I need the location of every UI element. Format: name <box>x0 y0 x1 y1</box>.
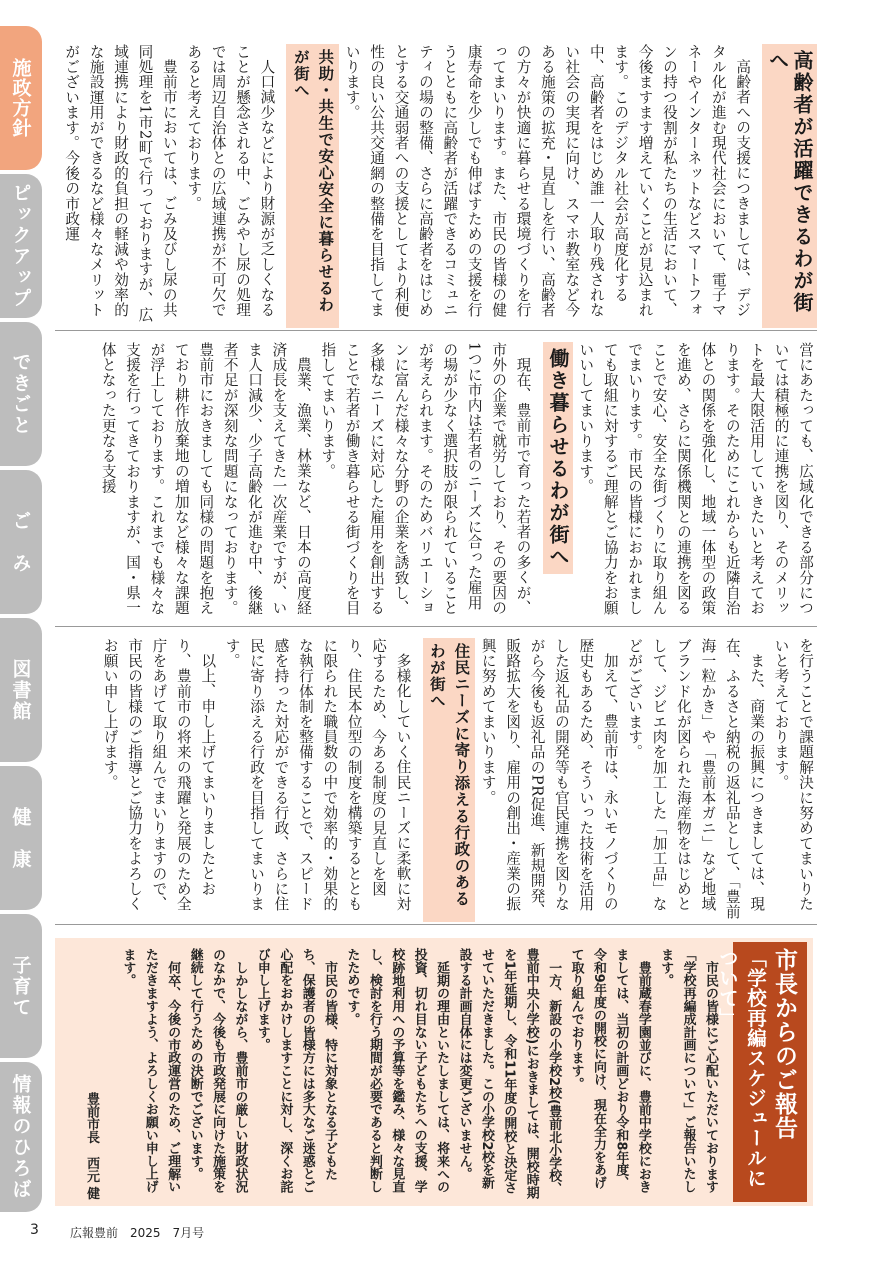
section-2 <box>95 342 817 624</box>
paragraph: を行うことで課題解決に努めてまいりたいと考えております。 <box>772 638 814 912</box>
tab-garbage[interactable] <box>0 470 42 614</box>
tab-label: 子育て <box>9 954 32 1018</box>
signature: 豊前市長 西元 健 <box>84 1092 100 1200</box>
section-3 <box>97 638 817 922</box>
paragraph: 営にあたっても、広域化できる部分については積極的に連携を図り、そのメリットを最大限活用していきたいと考えております。そのためにこれからも近隣自治体との関係を強化し、地域一体型の政策を進め、さらに関係機関との連携を図ることで安心、安全な街づくりに取り組んでまいります。市民の皆様におかれましても取組に対するご理解とご協力をお願いいしてまいります。 <box>577 342 814 616</box>
tab-info-plaza[interactable] <box>0 1062 42 1212</box>
paragraph: 豊前市においては、ごみ及びし尿の共同処理を1市2町で行っておりますが、広域連携により財政的負担の軽減や効率的な施設運用ができるなど様々なメリットがございます。今後の市政運 <box>63 44 178 323</box>
tab-label: 図書館 <box>9 658 32 722</box>
tab-events[interactable] <box>0 322 42 466</box>
paragraph: 市民の皆様にご心配いただいております「学校再編成計画について」ご報告いたします。 <box>658 948 718 1194</box>
paragraph: 加えて、豊前市は、永いモノづくりの歴史もあるため、そういった技術を活用した返礼品の開発等も官民連携を図りながら今後も返礼品のPR促進、新規開発、販路拡大を図り、雇用の創出・産業の振興に努めてまいります。 <box>479 638 619 919</box>
tab-childcare[interactable] <box>0 914 42 1058</box>
page-number: 3 <box>30 1222 39 1238</box>
paragraph: 市民の皆様、特に対象となる子どもたち、保護者の皆様方には多大なご迷惑とご心配をおかけしますことに対し、深くお詫び申し上げます。 <box>254 948 338 1194</box>
tab-label: ご み <box>9 510 32 574</box>
tab-label: できごと <box>9 352 32 436</box>
paragraph: 延期の理由といたしましては、将来への投資、切れ目ない子どもたちへの支援、学校跡地利用への予算等を鑑み、様々な見直し、検討を行う期間が必要であると判断したためです。 <box>344 948 450 1194</box>
heading-mutual-aid: 共助・共生で安心安全に暮らせるわが街へ <box>286 44 339 328</box>
mayor-report-box <box>55 938 813 1206</box>
tab-label: 施政方針 <box>9 58 32 138</box>
report-subtitle: 「学校再編スケジュールについて」 <box>716 948 767 1188</box>
heading-resident-needs: 住民ニーズに寄り添える行政のあるわが街へ <box>423 638 476 922</box>
divider <box>55 626 817 627</box>
heading-elderly: 高齢者が活躍できるわが街へ <box>762 44 817 328</box>
tab-library[interactable] <box>0 618 42 762</box>
publication-name: 広報豊前 2025 7月号 <box>70 1226 205 1240</box>
divider <box>55 924 817 925</box>
report-title: 市長からのご報告 <box>771 948 797 1140</box>
paragraph: 一方、新設の小学校2校(豊前北小学校、豊前中央小学校)におきましては、開校時期を1年延期し、令和11年度の開校と決定させていただきました。この小学校2校を新設する計画自体には変更ございません。 <box>456 948 562 1199</box>
paragraph: 以上、申し上げてまいりましたとおり、豊前市の将来の飛躍と発展のため全庁をあげて取り組んでまいりますので、市民の皆様のご指導とご協力をよろしくお願い申し上げます。 <box>101 638 217 912</box>
report-body <box>80 948 721 1200</box>
paragraph: 人口減少などにより財源が乏しくなることが懸念される中、ごみやし尿の処理では周辺自治体との広域連携が不可欠であると考えております。 <box>185 44 276 318</box>
tab-pickup[interactable] <box>0 174 42 318</box>
paragraph: 何卒、今後の市政運営のため、ご理解いただきますよう、よろしくお願い申し上げます。 <box>120 948 181 1194</box>
paragraph: 農業、漁業、林業など、日本の高度経済成長を支えてきた一次産業ですが、いま人口減少、少子高齢化が進む中、後継者不足が深刻な問題になっております。豊前市におきましても同様の問題を抱えており耕作放棄地の増加など様々な課題が浮上しております。これまでも様々な支援を行ってきておりますが、国・県一体となった更なる支援 <box>99 342 312 616</box>
tab-label: 健 康 <box>9 806 32 870</box>
tab-label: ピックアップ <box>9 183 32 309</box>
paragraph: 豊前蔵春学園並びに、豊前中学校におきましては、当初の計画どおり令和8年度、令和9年度の開校に向け、現在全力をあげて取り組んでおります。 <box>568 948 651 1194</box>
paragraph: また、商業の振興につきましては、現在、ふるさと納税の返礼品として、「豊前海一粒かき」や「豊前本ガニ」など地域ブランド化が図られた海産物をはじめとして、ジビエ肉を加工した「加工品」などがございます。 <box>626 638 766 920</box>
paragraph: 高齢者への支援につきましては、デジタル化が進む現代社会において、電子マネーやインターネットなどスマートフォンの持つ役割が私たちの生活において、今後ますます増えていくことが見込まれます。このデジタル社会が高度化する中、高齢者をはじめ誰一人取り残されない社会の実現に向け、スマホ教室など今ある施策の拡充・見直しを行い、高齢者の方々が快適に暮らせる環境づくりを行ってまいります。また、市民の皆様の健康寿命を少しでも伸ばすための支援を行うとともに高齢者が活躍できるコミュニティの場の整備、さらに高齢者をはじめとする交通弱者への支援としてより利便性の良い公共交通網の整備を目指してまいります。 <box>343 44 752 318</box>
tab-policy[interactable] <box>0 26 42 170</box>
tab-label: 情報のひろば <box>9 1074 32 1200</box>
tab-health[interactable] <box>0 766 42 910</box>
paragraph: しかしながら、豊前市の厳しい財政状況のなかで、今後も市政発展に向けた施策を継続して行うための決断でございます。 <box>187 948 248 1194</box>
report-title-block <box>716 942 807 1202</box>
paragraph: 多様化していく住民ニーズに柔軟に対応するため、今ある制度の見直しを図り、住民本位型の制度を構築するとともに限られた職員数の中で効率的・効果的な執行体制を整備することで、スピード感を持った対応ができる行政、さらに住民に寄り添える行政を目指してまいります。 <box>223 638 412 912</box>
divider <box>55 330 817 331</box>
heading-work: 働き暮らせるわが街へ <box>543 342 573 574</box>
paragraph: 現在、豊前市で育った若者の多くが、市外の企業で就労しており、その要因の1つに市内は若者のニーズに合った雇用の場が少なく選択肢が限られていることが考えられます。そのためバリエーションに富んだ様々な分野の企業を誘致し、多様なニーズに対応した雇用を創出することで若者が働き暮らせる街づくりを目指してまいります。 <box>319 342 532 616</box>
section-1 <box>59 44 817 328</box>
